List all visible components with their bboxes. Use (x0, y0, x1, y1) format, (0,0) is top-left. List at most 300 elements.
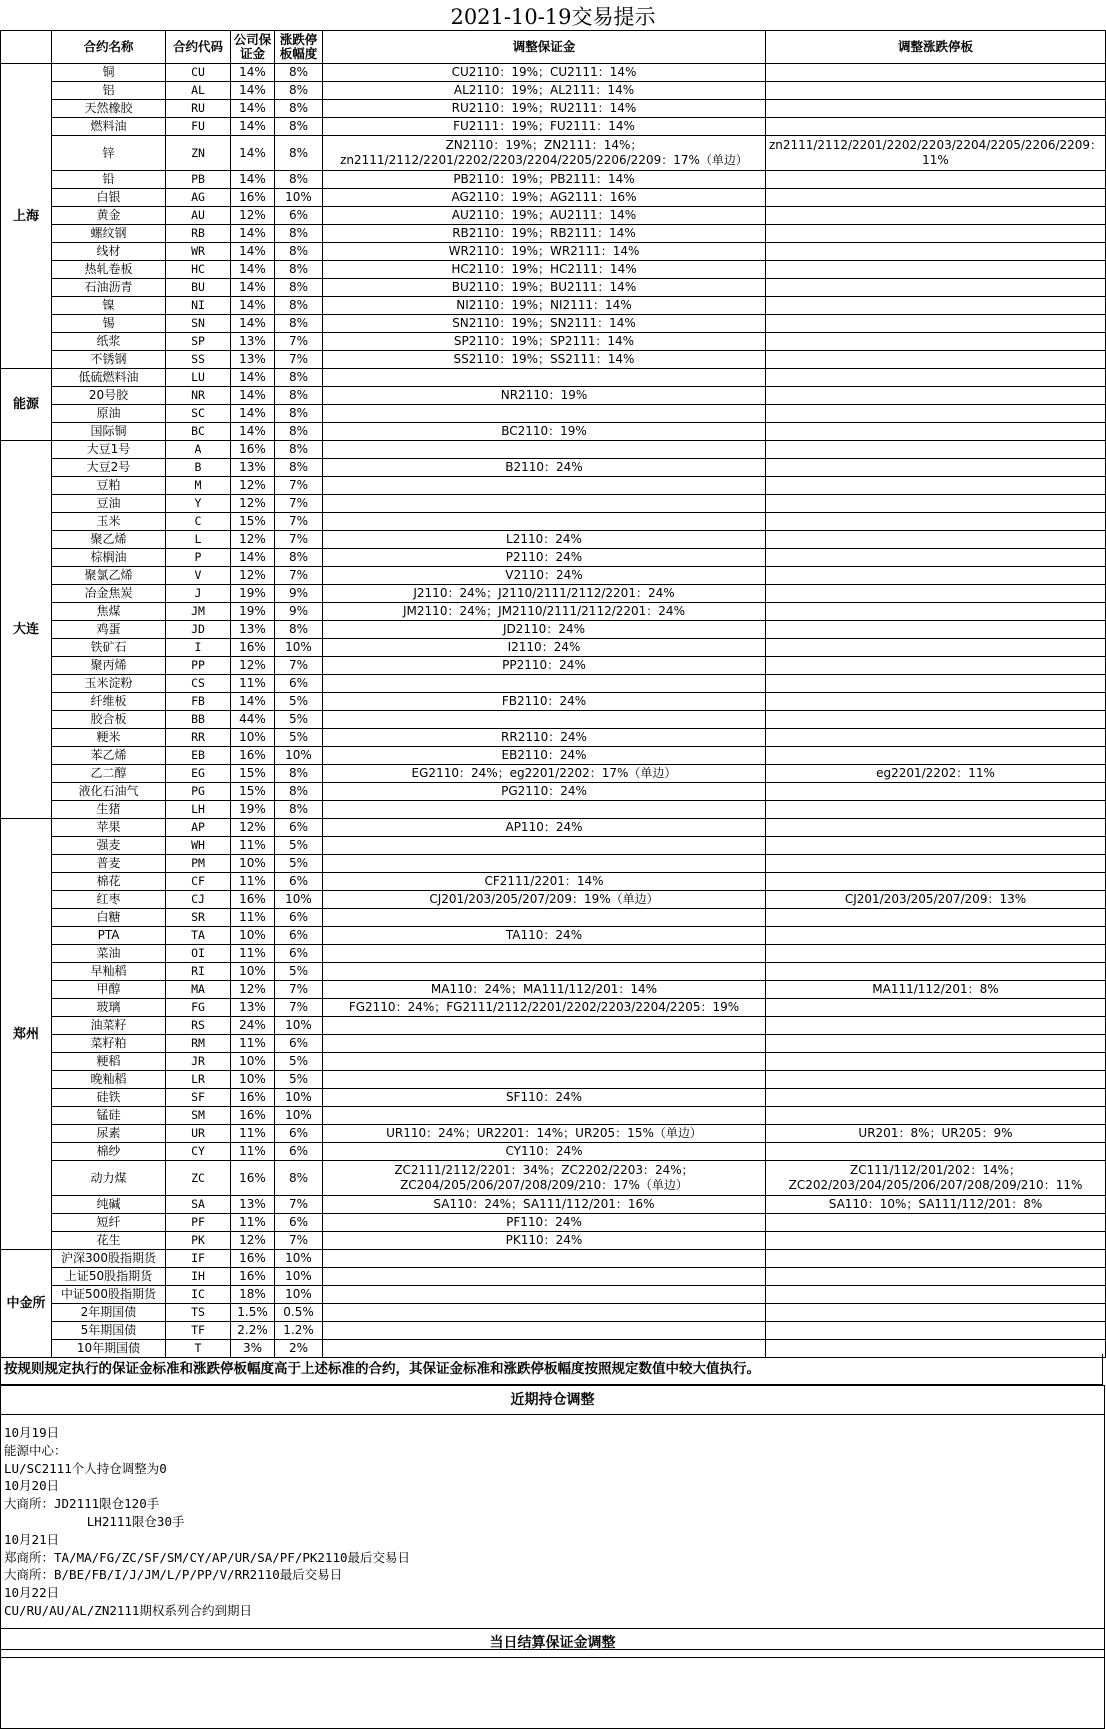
company-margin-cell: 16% (231, 1268, 275, 1286)
adjusted-margin-cell: AG2110：19%；AG2111：16% (323, 189, 766, 207)
adjusted-margin-cell: CF2111/2201：14% (323, 873, 766, 891)
adjusted-limit-cell (766, 783, 1106, 801)
adjusted-margin-cell (323, 1322, 766, 1340)
contract-code-cell: AL (166, 82, 231, 100)
contract-name-cell: 镍 (52, 297, 166, 315)
table-row (1, 1268, 1106, 1286)
table-row (1, 891, 1106, 909)
contract-code-cell: IC (166, 1286, 231, 1304)
exchange-cell: 大连 (1, 441, 52, 819)
contract-code-cell: FG (166, 999, 231, 1017)
adjusted-limit-cell: MA111/112/201：8% (766, 981, 1106, 999)
contract-name-cell: 纸浆 (52, 333, 166, 351)
adjusted-margin-cell (323, 1017, 766, 1035)
limit-cell: 6% (275, 819, 323, 837)
adjusted-margin-cell (323, 495, 766, 513)
limit-cell: 6% (275, 1035, 323, 1053)
limit-cell: 5% (275, 1053, 323, 1071)
limit-cell: 8% (275, 783, 323, 801)
table-row (1, 459, 1106, 477)
contract-name-cell: 天然橡胶 (52, 100, 166, 118)
contract-name-cell: 生猪 (52, 801, 166, 819)
contract-code-cell: SN (166, 315, 231, 333)
company-margin-cell: 14% (231, 100, 275, 118)
adjusted-limit-cell (766, 297, 1106, 315)
table-row (1, 333, 1106, 351)
contract-name-cell: 菜籽粕 (52, 1035, 166, 1053)
adjusted-limit-cell (766, 585, 1106, 603)
table-header-row (1, 31, 1106, 64)
contract-code-cell: V (166, 567, 231, 585)
company-margin-cell: 12% (231, 657, 275, 675)
limit-cell: 6% (275, 675, 323, 693)
contract-code-cell: PF (166, 1214, 231, 1232)
adjusted-margin-cell (323, 801, 766, 819)
adjusted-limit-cell (766, 747, 1106, 765)
adjusted-margin-cell (323, 405, 766, 423)
header-company-margin: 公司保证金 (231, 31, 275, 64)
contract-name-cell: 玉米淀粉 (52, 675, 166, 693)
adjusted-margin-cell: SS2110：19%；SS2111：14% (323, 351, 766, 369)
company-margin-cell: 15% (231, 513, 275, 531)
table-row (1, 621, 1106, 639)
table-row (1, 1143, 1106, 1161)
contract-code-cell: L (166, 531, 231, 549)
limit-cell: 7% (275, 351, 323, 369)
limit-cell: 8% (275, 441, 323, 459)
limit-cell: 5% (275, 711, 323, 729)
limit-cell: 8% (275, 279, 323, 297)
contract-name-cell: 大豆1号 (52, 441, 166, 459)
adjusted-margin-cell (323, 1107, 766, 1125)
contract-code-cell: NI (166, 297, 231, 315)
position-note-line: 大商所：B/BE/FB/I/J/JM/L/P/PP/V/RR2110最后交易日 (4, 1567, 343, 1583)
adjusted-limit-cell (766, 1107, 1106, 1125)
company-margin-cell: 14% (231, 225, 275, 243)
contract-name-cell: 燃料油 (52, 118, 166, 136)
page-title: 2021-10-19交易提示 (450, 5, 656, 29)
contract-code-cell: CU (166, 64, 231, 82)
limit-cell: 5% (275, 729, 323, 747)
company-margin-cell: 14% (231, 369, 275, 387)
contract-name-cell: 锌 (52, 136, 166, 171)
table-row (1, 171, 1106, 189)
adjusted-limit-cell (766, 118, 1106, 136)
contract-code-cell: TF (166, 1322, 231, 1340)
contract-name-cell: 粳米 (52, 729, 166, 747)
adjusted-limit-cell: UR201：8%；UR205：9% (766, 1125, 1106, 1143)
limit-cell: 8% (275, 621, 323, 639)
company-margin-cell: 15% (231, 765, 275, 783)
adjusted-margin-cell: EG2110：24%；eg2201/2202：17%（单边） (323, 765, 766, 783)
table-row (1, 1107, 1106, 1125)
adjusted-limit-cell (766, 1322, 1106, 1340)
adjusted-limit-cell (766, 1232, 1106, 1250)
company-margin-cell: 14% (231, 171, 275, 189)
company-margin-cell: 10% (231, 1071, 275, 1089)
limit-cell: 8% (275, 82, 323, 100)
position-note-line: LH2111限仓30手 (4, 1513, 185, 1529)
company-margin-cell: 14% (231, 693, 275, 711)
header-contract-name: 合约名称 (52, 31, 166, 64)
table-row (1, 1017, 1106, 1035)
contract-name-cell: 菜油 (52, 945, 166, 963)
adjusted-margin-cell (323, 1035, 766, 1053)
margin-table (0, 30, 1106, 1358)
adjusted-margin-cell: FU2111：19%；FU2111：14% (323, 118, 766, 136)
contract-code-cell: IF (166, 1250, 231, 1268)
adjusted-limit-cell (766, 1161, 1106, 1196)
adjusted-limit-cell: CJ201/203/205/207/209：13% (766, 891, 1106, 909)
exchange-cell: 中金所 (1, 1250, 52, 1358)
company-margin-cell: 10% (231, 729, 275, 747)
contract-name-cell: 铁矿石 (52, 639, 166, 657)
company-margin-cell: 19% (231, 801, 275, 819)
table-row (1, 1161, 1106, 1196)
limit-cell: 7% (275, 567, 323, 585)
adjusted-limit-cell (766, 405, 1106, 423)
limit-cell: 9% (275, 603, 323, 621)
table-row (1, 675, 1106, 693)
table-row (1, 297, 1106, 315)
limit-cell: 7% (275, 657, 323, 675)
company-margin-cell: 12% (231, 495, 275, 513)
adjusted-margin-cell (323, 1053, 766, 1071)
company-margin-cell: 16% (231, 189, 275, 207)
adjusted-limit-cell (766, 1268, 1106, 1286)
table-row (1, 405, 1106, 423)
adjusted-margin-cell: TA110：24% (323, 927, 766, 945)
settlement-section-body (0, 1658, 1105, 1729)
contract-code-cell: T (166, 1340, 231, 1358)
limit-cell: 8% (275, 549, 323, 567)
limit-cell: 8% (275, 315, 323, 333)
adjusted-margin-cell: P2110：24% (323, 549, 766, 567)
adjusted-limit-cell (766, 801, 1106, 819)
exchange-cell: 上海 (1, 64, 52, 369)
adjusted-limit-cell (766, 999, 1106, 1017)
adjusted-margin-cell: SA110：24%；SA111/112/201：16% (323, 1196, 766, 1214)
adjusted-margin-cell (323, 855, 766, 873)
table-body (1, 64, 1106, 1358)
table-row (1, 1196, 1106, 1214)
contract-name-cell: 铜 (52, 64, 166, 82)
table-row (1, 513, 1106, 531)
header-adjusted-limit: 调整涨跌停板 (766, 31, 1106, 64)
table-row (1, 873, 1106, 891)
table-row (1, 765, 1106, 783)
company-margin-cell: 16% (231, 1250, 275, 1268)
adjusted-margin-cell (323, 1161, 766, 1196)
adjusted-limit-cell (766, 100, 1106, 118)
contract-code-cell: AU (166, 207, 231, 225)
position-note-line: 10月22日 (4, 1585, 60, 1601)
adjusted-limit-cell (766, 1071, 1106, 1089)
contract-name-cell: 纯碱 (52, 1196, 166, 1214)
adjusted-margin-cell: PG2110：24% (323, 783, 766, 801)
company-margin-cell: 14% (231, 279, 275, 297)
limit-cell: 10% (275, 1250, 323, 1268)
table-row (1, 567, 1106, 585)
adjusted-margin-cell: EB2110：24% (323, 747, 766, 765)
company-margin-cell: 12% (231, 981, 275, 999)
limit-cell: 6% (275, 909, 323, 927)
limit-cell: 6% (275, 945, 323, 963)
limit-cell: 8% (275, 369, 323, 387)
contract-code-cell: NR (166, 387, 231, 405)
contract-code-cell: IH (166, 1268, 231, 1286)
contract-name-cell: 强麦 (52, 837, 166, 855)
limit-cell: 10% (275, 1268, 323, 1286)
table-row (1, 351, 1106, 369)
adjusted-margin-cell: RR2110：24% (323, 729, 766, 747)
contract-code-cell: PP (166, 657, 231, 675)
company-margin-cell: 18% (231, 1286, 275, 1304)
position-note-line: CU/RU/AU/AL/ZN2111期权系列合约到期日 (4, 1602, 252, 1618)
table-row (1, 118, 1106, 136)
table-row (1, 1071, 1106, 1089)
contract-code-cell: RM (166, 1035, 231, 1053)
company-margin-cell: 16% (231, 1161, 275, 1196)
adjusted-limit-cell (766, 1035, 1106, 1053)
adjusted-limit-cell (766, 441, 1106, 459)
limit-cell: 8% (275, 100, 323, 118)
adjusted-margin-cell: PF110：24% (323, 1214, 766, 1232)
company-margin-cell: 14% (231, 315, 275, 333)
limit-cell: 8% (275, 1161, 323, 1196)
position-note-line: LU/SC2111个人持仓调整为0 (4, 1460, 167, 1476)
contract-name-cell: 粳稻 (52, 1053, 166, 1071)
contract-code-cell: CS (166, 675, 231, 693)
adjusted-limit-line: ZC111/112/201/202：14%； (849, 1163, 1022, 1177)
contract-name-cell: 液化石油气 (52, 783, 166, 801)
adjusted-margin-cell: J2110：24%；J2110/2111/2112/2201：24% (323, 585, 766, 603)
position-note-line: 10月20日 (4, 1478, 60, 1494)
adjusted-limit-cell (766, 477, 1106, 495)
table-row (1, 225, 1106, 243)
table-row (1, 549, 1106, 567)
limit-cell: 6% (275, 873, 323, 891)
adjusted-margin-cell: SP2110：19%；SP2111：14% (323, 333, 766, 351)
adjusted-margin-cell: CU2110：19%；CU2111：14% (323, 64, 766, 82)
contract-name-cell: 甲醇 (52, 981, 166, 999)
table-row (1, 729, 1106, 747)
contract-name-cell: 锡 (52, 315, 166, 333)
adjusted-limit-cell (766, 531, 1106, 549)
header-exchange (1, 31, 52, 64)
adjusted-margin-cell: NR2110：19% (323, 387, 766, 405)
adjusted-limit-line: ZC202/203/204/205/206/207/208/209/210：11% (788, 1178, 1083, 1192)
contract-name-cell: 动力煤 (52, 1161, 166, 1196)
header-limit: 涨跌停板幅度 (275, 31, 323, 64)
contract-name-cell: 乙二醇 (52, 765, 166, 783)
table-row (1, 711, 1106, 729)
limit-cell: 8% (275, 171, 323, 189)
adjusted-limit-cell (766, 711, 1106, 729)
table-row (1, 261, 1106, 279)
contract-code-cell: MA (166, 981, 231, 999)
limit-cell: 10% (275, 189, 323, 207)
adjusted-limit-cell (766, 1250, 1106, 1268)
adjusted-limit-cell (766, 243, 1106, 261)
table-row (1, 189, 1106, 207)
table-row (1, 495, 1106, 513)
adjusted-margin-cell (323, 675, 766, 693)
company-margin-cell: 14% (231, 118, 275, 136)
contract-name-cell: 苹果 (52, 819, 166, 837)
company-margin-cell: 16% (231, 891, 275, 909)
adjusted-margin-cell: SN2110：19%；SN2111：14% (323, 315, 766, 333)
adjusted-limit-line: 11% (922, 153, 949, 167)
contract-name-cell: 晚籼稻 (52, 1071, 166, 1089)
company-margin-cell: 11% (231, 909, 275, 927)
limit-cell: 8% (275, 387, 323, 405)
adjusted-margin-cell: AU2110：19%；AU2111：14% (323, 207, 766, 225)
adjusted-margin-line: ZC2111/2112/2201：34%；ZC2202/2203：24%； (394, 1163, 694, 1177)
limit-cell: 7% (275, 531, 323, 549)
contract-code-cell: TS (166, 1304, 231, 1322)
contract-name-cell: 锰硅 (52, 1107, 166, 1125)
position-notes (0, 1415, 1105, 1650)
limit-cell: 10% (275, 1089, 323, 1107)
contract-code-cell: SP (166, 333, 231, 351)
adjusted-margin-cell: BC2110：19% (323, 423, 766, 441)
contract-name-cell: 热轧卷板 (52, 261, 166, 279)
contract-code-cell: FU (166, 118, 231, 136)
company-margin-cell: 13% (231, 1196, 275, 1214)
contract-name-cell: 豆油 (52, 495, 166, 513)
exchange-cell: 能源 (1, 369, 52, 441)
limit-cell: 2% (275, 1340, 323, 1358)
contract-name-cell: 玻璃 (52, 999, 166, 1017)
contract-code-cell: HC (166, 261, 231, 279)
company-margin-cell: 14% (231, 423, 275, 441)
position-note-line: 郑商所：TA/MA/FG/ZC/SF/SM/CY/AP/UR/SA/PF/PK2110最后交易日 (4, 1549, 411, 1565)
contract-code-cell: CJ (166, 891, 231, 909)
table-row (1, 1053, 1106, 1071)
contract-code-cell: JM (166, 603, 231, 621)
contract-code-cell: RI (166, 963, 231, 981)
table-row (1, 783, 1106, 801)
adjusted-margin-cell: PP2110：24% (323, 657, 766, 675)
limit-cell: 7% (275, 333, 323, 351)
limit-cell: 8% (275, 118, 323, 136)
company-margin-cell: 10% (231, 963, 275, 981)
table-row (1, 207, 1106, 225)
table-row (1, 477, 1106, 495)
adjusted-margin-cell: V2110：24% (323, 567, 766, 585)
adjusted-limit-cell (766, 225, 1106, 243)
limit-cell: 7% (275, 477, 323, 495)
contract-name-cell: 鸡蛋 (52, 621, 166, 639)
adjusted-margin-cell: MA110：24%；MA111/112/201：14% (323, 981, 766, 999)
limit-cell: 9% (275, 585, 323, 603)
contract-code-cell: PM (166, 855, 231, 873)
company-margin-cell: 11% (231, 837, 275, 855)
table-row (1, 999, 1106, 1017)
limit-cell: 0.5% (275, 1304, 323, 1322)
company-margin-cell: 14% (231, 549, 275, 567)
contract-code-cell: TA (166, 927, 231, 945)
contract-code-cell: JD (166, 621, 231, 639)
contract-name-cell: 线材 (52, 243, 166, 261)
exchange-cell: 郑州 (1, 819, 52, 1250)
adjusted-limit-cell (766, 1143, 1106, 1161)
adjusted-limit-cell (766, 1286, 1106, 1304)
adjusted-limit-cell: eg2201/2202：11% (766, 765, 1106, 783)
adjusted-margin-cell: WR2110：19%；WR2111：14% (323, 243, 766, 261)
table-row (1, 1214, 1106, 1232)
company-margin-cell: 14% (231, 64, 275, 82)
table-row (1, 927, 1106, 945)
contract-name-cell: 油菜籽 (52, 1017, 166, 1035)
limit-cell: 7% (275, 1232, 323, 1250)
contract-name-cell: 铅 (52, 171, 166, 189)
contract-name-cell: 棕榈油 (52, 549, 166, 567)
contract-code-cell: RR (166, 729, 231, 747)
table-row (1, 1035, 1106, 1053)
company-margin-cell: 11% (231, 675, 275, 693)
limit-cell: 10% (275, 1107, 323, 1125)
contract-name-cell: 早籼稻 (52, 963, 166, 981)
company-margin-cell: 12% (231, 531, 275, 549)
adjusted-margin-cell: FG2110：24%；FG2111/2112/2201/2202/2203/2204/2205：19% (323, 999, 766, 1017)
adjusted-limit-cell (766, 729, 1106, 747)
adjusted-margin-cell: PB2110：19%；PB2111：14% (323, 171, 766, 189)
company-margin-cell: 16% (231, 639, 275, 657)
adjusted-limit-cell (766, 567, 1106, 585)
adjusted-limit-cell (766, 207, 1106, 225)
adjusted-limit-cell (766, 279, 1106, 297)
table-row (1, 585, 1106, 603)
contract-code-cell: PG (166, 783, 231, 801)
limit-cell: 8% (275, 261, 323, 279)
contract-name-cell: 黄金 (52, 207, 166, 225)
contract-code-cell: UR (166, 1125, 231, 1143)
company-margin-cell: 12% (231, 819, 275, 837)
company-margin-cell: 11% (231, 1143, 275, 1161)
contract-code-cell: BU (166, 279, 231, 297)
adjusted-margin-cell (323, 513, 766, 531)
table-row (1, 945, 1106, 963)
adjusted-margin-cell: B2110：24% (323, 459, 766, 477)
contract-name-cell: 石油沥青 (52, 279, 166, 297)
contract-code-cell: AG (166, 189, 231, 207)
contract-name-cell: 5年期国债 (52, 1322, 166, 1340)
company-margin-cell: 14% (231, 405, 275, 423)
contract-code-cell: RU (166, 100, 231, 118)
adjusted-limit-cell (766, 261, 1106, 279)
contract-code-cell: BB (166, 711, 231, 729)
company-margin-cell: 13% (231, 351, 275, 369)
adjusted-limit-cell (766, 837, 1106, 855)
company-margin-cell: 14% (231, 243, 275, 261)
contract-name-cell: 胶合板 (52, 711, 166, 729)
adjusted-margin-cell: RB2110：19%；RB2111：14% (323, 225, 766, 243)
contract-name-cell: 聚丙烯 (52, 657, 166, 675)
limit-cell: 8% (275, 765, 323, 783)
adjusted-margin-cell: HC2110：19%；HC2111：14% (323, 261, 766, 279)
limit-cell: 7% (275, 513, 323, 531)
contract-code-cell: J (166, 585, 231, 603)
table-row (1, 819, 1106, 837)
company-margin-cell: 10% (231, 1053, 275, 1071)
adjusted-limit-cell (766, 1017, 1106, 1035)
contract-code-cell: BC (166, 423, 231, 441)
company-margin-cell: 10% (231, 927, 275, 945)
contract-name-cell: 中证500股指期货 (52, 1286, 166, 1304)
contract-name-cell: 花生 (52, 1232, 166, 1250)
